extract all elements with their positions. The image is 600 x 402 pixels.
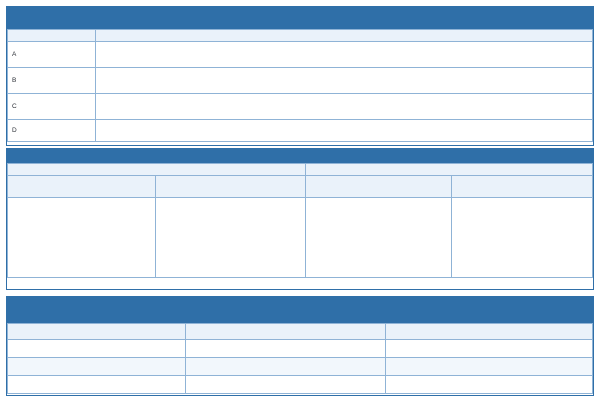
table-2-list-cell <box>452 198 593 278</box>
table-3-title <box>7 297 593 323</box>
table-3-value-cell <box>386 358 593 376</box>
table-3-header-param <box>8 324 186 340</box>
table-3-value-cell <box>186 340 386 358</box>
table-3-value-cell <box>186 376 386 394</box>
table-2-list-cell <box>306 198 452 278</box>
table-row <box>8 42 593 68</box>
table-3-param-cell <box>8 358 186 376</box>
table-1-text-cell <box>96 120 593 142</box>
table-1-text-cell <box>96 68 593 94</box>
table-1-stage-cell: C <box>8 94 96 120</box>
table-2-subheader <box>8 176 156 198</box>
table-1-title <box>7 7 593 29</box>
table-row <box>8 376 593 394</box>
table-3-param-cell <box>8 376 186 394</box>
table-1-text-cell <box>96 42 593 68</box>
table-3 <box>7 323 593 394</box>
table-3-value-cell <box>386 376 593 394</box>
table-2-subheader <box>306 176 452 198</box>
table-1-stage-cell: A <box>8 42 96 68</box>
table-row <box>8 68 593 94</box>
table-2 <box>7 163 593 278</box>
table-2-list-cell <box>156 198 306 278</box>
table-2-title <box>7 149 593 163</box>
table-2-group-left <box>8 164 306 176</box>
table-1-panel <box>6 6 594 146</box>
table-1-text-cell <box>96 94 593 120</box>
table-row <box>8 120 593 142</box>
table-1-header-stage <box>8 30 96 42</box>
table-row <box>8 358 593 376</box>
table-2-list-cell <box>8 198 156 278</box>
table-3-param-cell <box>8 340 186 358</box>
table-2-group-right <box>306 164 593 176</box>
table-3-value-cell <box>186 358 386 376</box>
table-1 <box>7 29 593 142</box>
table-2-subheader <box>452 176 593 198</box>
table-1-header-description <box>96 30 593 42</box>
table-1-stage-cell: D <box>8 120 96 142</box>
table-3-value-cell <box>386 340 593 358</box>
table-row <box>8 340 593 358</box>
table-2-subheader <box>156 176 306 198</box>
table-row <box>8 94 593 120</box>
table-3-panel <box>6 296 594 396</box>
table-3-header-col1 <box>186 324 386 340</box>
table-2-panel <box>6 148 594 290</box>
table-3-header-col2 <box>386 324 593 340</box>
table-1-stage-cell: B <box>8 68 96 94</box>
